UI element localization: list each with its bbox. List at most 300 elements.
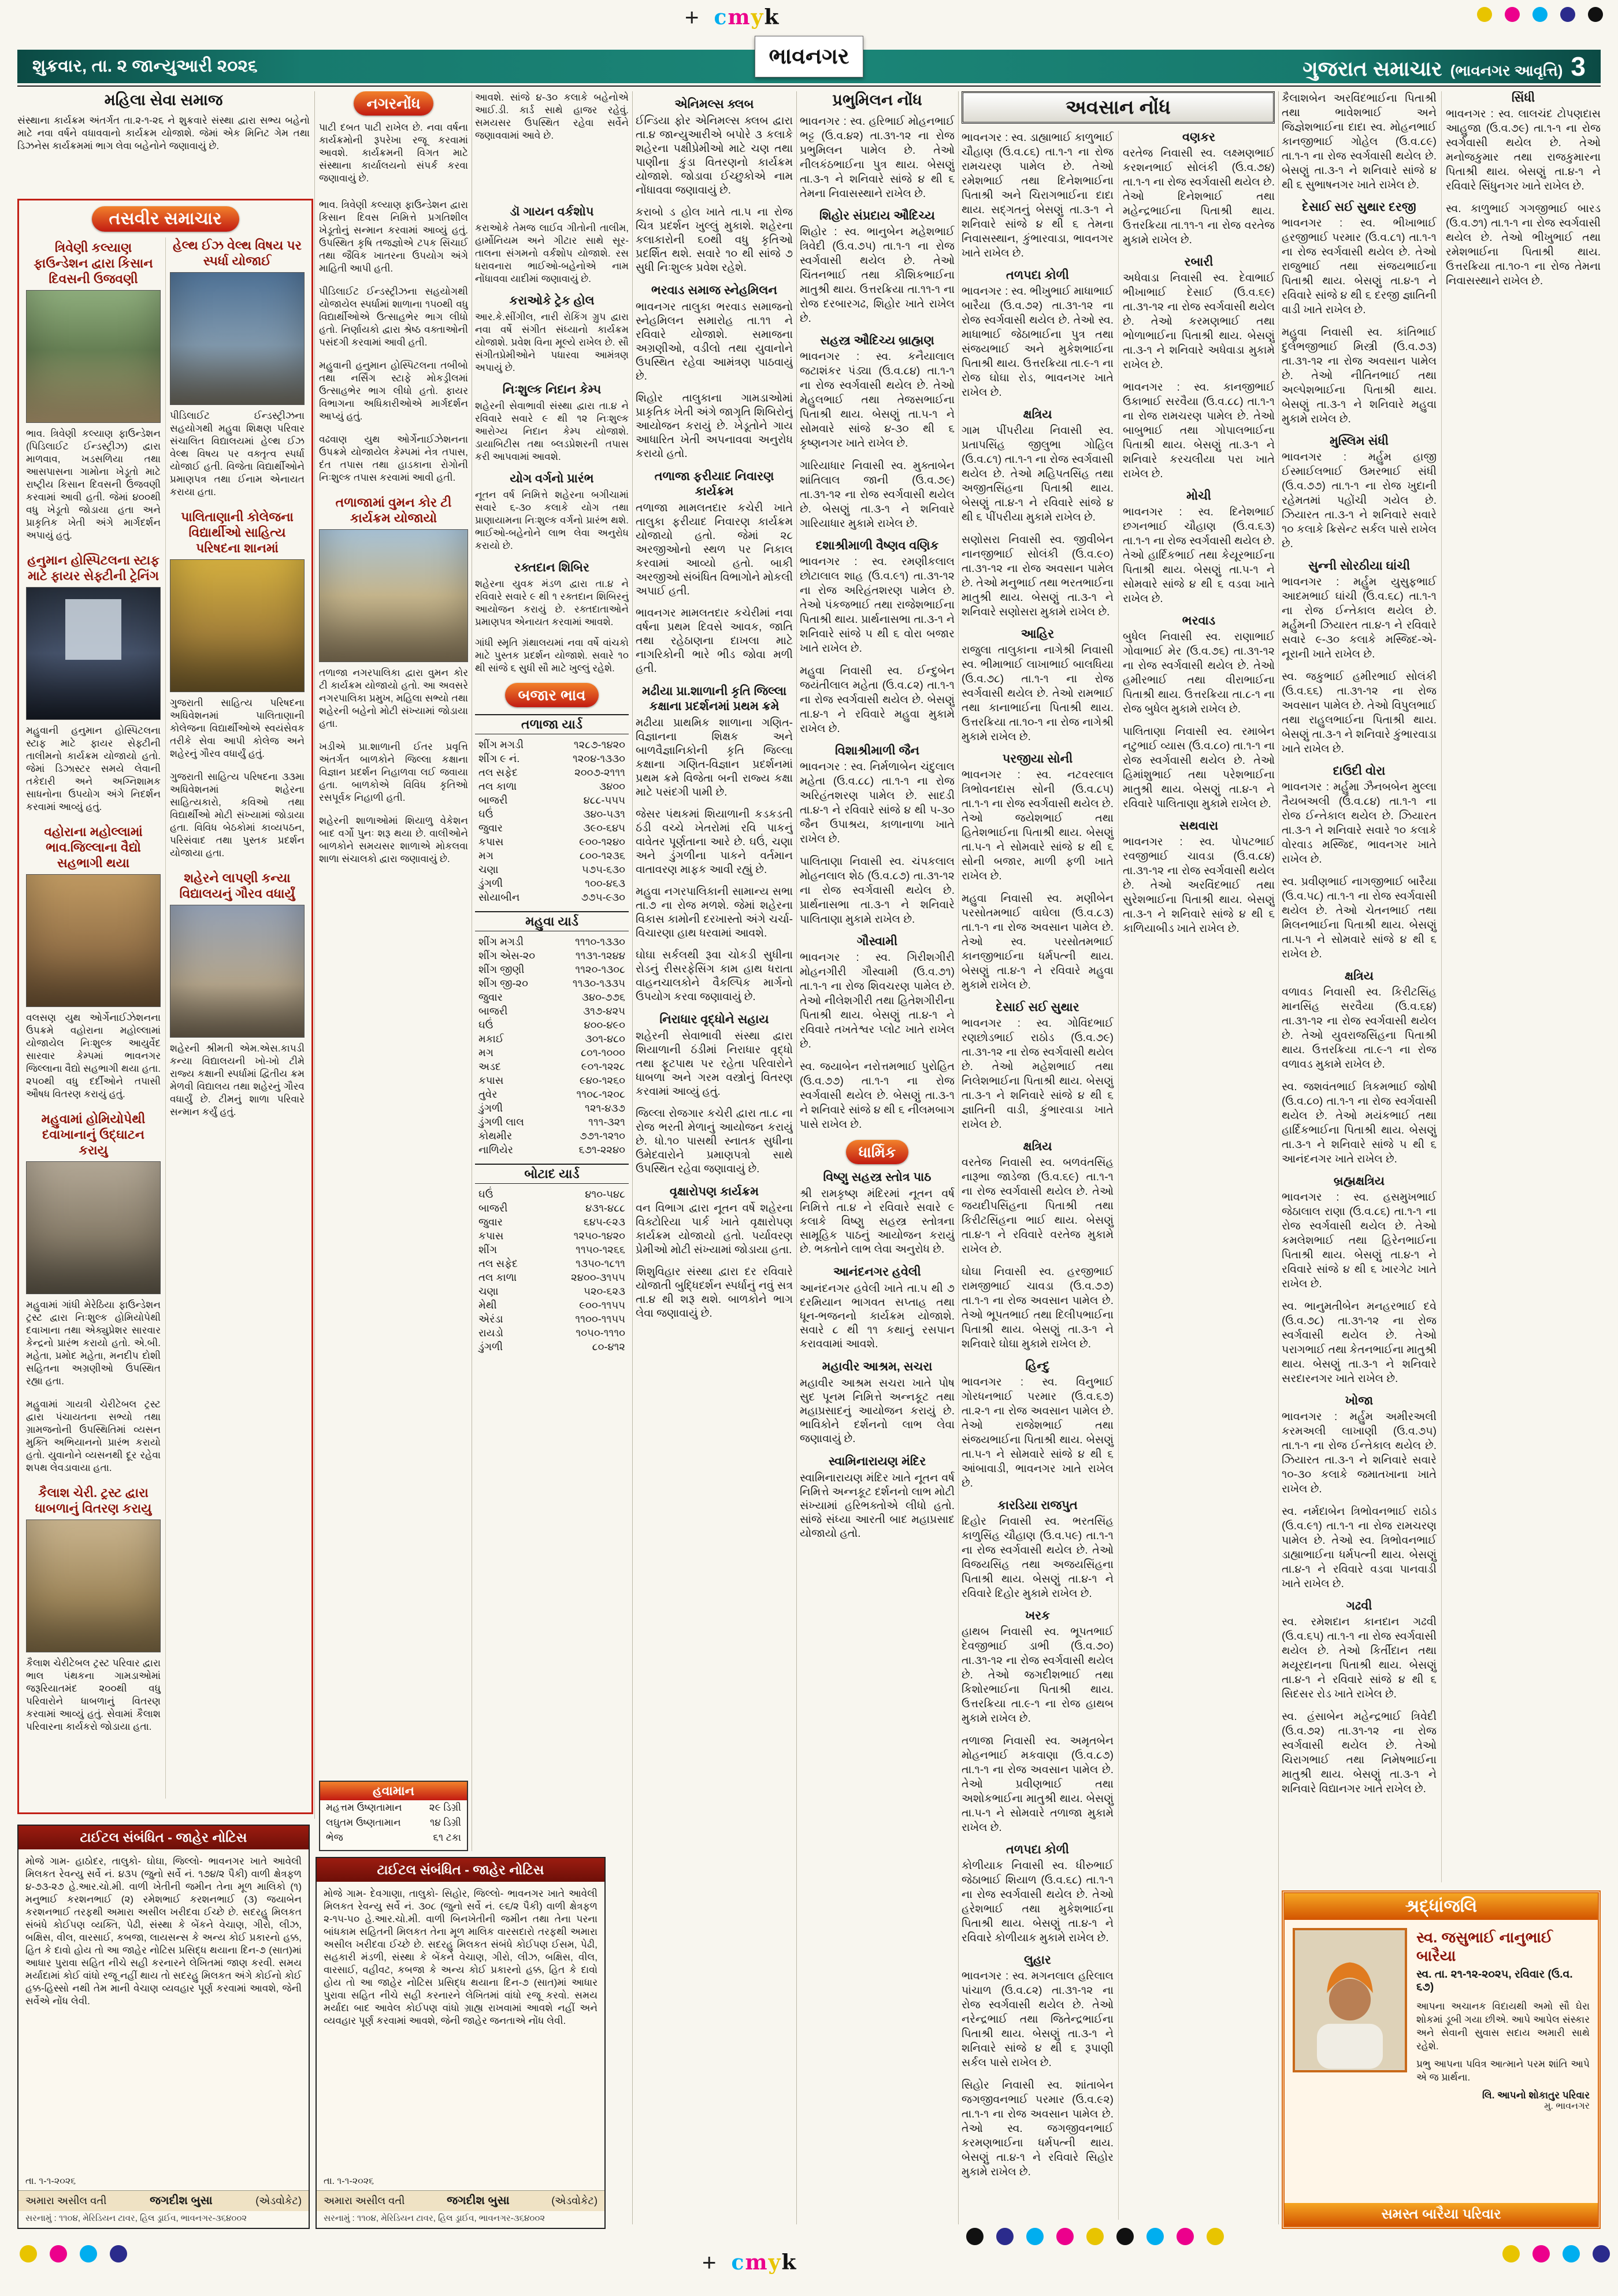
notice-body: મોજે ગામ- હાઠોદર, તાલુકો- ઘોઘા, જિલ્લો- ભાવનગર ખાતે આવેલી મિલકત રેવન્યુ સર્વે નં. ૪૩૫ (જુનો સર્વે નં. ૧૭૪/૨ પૈકી) વાળી ક્ષેત્રફળ ૪-૭૩-૨૭ હે.આર.ચો.મી. વાળી ખેતીની જમીન તેના મૂળ માલિકો (૧) મનુભાઈ કરશનભાઈ (૨) રમેશભાઈ કરશનભાઈ (૩) જયાબેન કરશનભાઈ તરફથી અમારા અસીલ ખરીદવા ઈચ્છે છે. સદરહુ મિલકત સંબંધે કોઈપણ વ્યક્તિ, પેઢી, સંસ્થા કે બેંકને વેચાણ, ગીરો, લીઝ, બક્ષિસ, વીલ, વારસાઈ, કબજા, લાયસન્સ કે અન્ય કોઈ પ્રકારનો હક્ક, હિત કે દાવો હોય તો આ જાહેર નોટિસ પ્રસિદ્ધ થયાના દિન-૭ (સાત)માં આધાર પુરાવા સહિત નીચે સહી કરનારને લેખિતમાં જાણ કરવી. સમય મર્યાદામાં કોઈ વાંધો રજૂ નહીં થાય તો સદરહુ મિલકત અંગે કોઈનો કોઈ હક્ક-હિસ્સો નથી તેમ માની વેચાણ વ્યવહાર પૂર્ણ કરવામાં આવશે, જેની સર્વેએ નોંધ લેવી. — [25, 1856, 302, 2007]
commodity-name: શીંગ મગડી — [478, 936, 524, 948]
obituary-entry — [1446, 91, 1601, 194]
entry-body: ભાવનગર : સ્વ. રમણીકલાલ છોટાલાલ શાહ (ઉ.વ.૯૧) તા.૩૧-૧૨ ના રોજ અરિહંતશરણ પામેલ છે. તેઓ પંકજભાઈ તથા રાજેશભાઈના પિતાશ્રી થાય. પ્રાર્થનાસભા તા.૩-૧ ને શનિવારે સાંજે ૫ થી ૬ વોરા બજાર ખાતે રાખેલ છે. — [800, 556, 955, 655]
color-calibration-dot — [20, 2245, 37, 2262]
commodity-name: કપાસ — [478, 1230, 504, 1242]
obituary-body: તળાજા નિવાસી સ્વ. અમૃતબેન મોહનભાઈ મકવાણા (ઉ.વ.૮૭) તા.૧-૧ ના રોજ અવસાન પામેલ છે. તેઓ પ્રવીણભાઈ તથા અશોકભાઈના માતુશ્રી થાય. બેસણું તા.૫-૧ ને સોમવારે તળાજા મુકામે રાખેલ છે. — [962, 1735, 1114, 1834]
cmyk-letter-k: k — [764, 5, 780, 29]
entry-body: ભાવનગર : સ્વ. ગિરીશગીરી મોહનગીરી ગૌસ્વામી (ઉ.વ.૭૧) તા.૧-૧ ના રોજ શિવચરણ પામેલ છે. તેઓ નીલેશગીરી તથા હિતેશગીરીના પિતાશ્રી થાય. બેસણું તા.૪-૧ ને રવિવારે તખતેશ્વર પ્લોટ ખાતે રાખેલ છે. — [800, 952, 955, 1050]
color-calibration-dot — [1086, 2228, 1104, 2245]
obituary-entry — [1282, 1710, 1437, 1796]
cmyk-strip — [732, 2250, 797, 2275]
nagarnondh-item — [475, 205, 629, 285]
brief-title: તળાજા ફરીયાદ નિવારણ કાર્યક્રમ — [654, 470, 774, 498]
market-row — [475, 1312, 629, 1326]
prabhumilan-entry — [800, 114, 955, 201]
obituary-body: રાજુલા તાલુકાના નાગેશ્રી નિવાસી સ્વ. ભીમાભાઈ લાખાભાઈ બાલધિયા (ઉ.વ.૭૮) તા.૧-૧ ના રોજ સ્વર્ગવાસી થયેલ છે. તેઓ રામભાઈ તથા કાનાભાઈના પિતાશ્રી થાય. ઉત્તરક્રિયા તા.૧૦-૧ ના રોજ નાગેશ્રી મુકામે રાખેલ છે. — [962, 644, 1114, 743]
commodity-price: ૯૦૧-૧૨૨૮ — [581, 1061, 625, 1072]
brief-body: શિહોર તાલુકાના ગામડાઓમાં પ્રાકૃતિક ખેતી અંગે જાગૃતિ શિબિરોનું આયોજન કરાયું છે. ખેડૂતોને ગાય આધારિત ખેતી અપનાવવા અનુરોધ કરાયો હતો. — [636, 392, 793, 460]
commodity-price: ૨૪૦૦-૩૧૫૫ — [571, 1272, 625, 1283]
commodity-price: ૧૧૧૦-૧૩૩૦ — [575, 936, 625, 948]
commodity-price: ૧૧૨૦-૧૩૦૮ — [575, 964, 625, 975]
nagarnondh-item — [475, 293, 629, 374]
brief-item — [636, 392, 793, 461]
community-heading: ક્ષત્રિય — [1023, 1140, 1052, 1153]
commodity-price: ૫૨૦-૬૨૩ — [584, 1286, 625, 1297]
market-row — [475, 1284, 629, 1298]
notice-title: ટાઈટલ સંબંધિત - જાહેર નોટિસ — [317, 1858, 604, 1882]
community-heading: હિન્દુ — [1025, 1359, 1050, 1373]
notice-signature-strip — [18, 2190, 309, 2211]
brief-body: ઈન્ડિયા ફોર એનિમલ્સ ક્લબ દ્વારા તા.૪ જાન્યુઆરીએ બપોરે ૩ કલાકે શહેરના પક્ષીપ્રેમીઓ માટે ચણ તથા પાણીના કુંડા વિતરણનો કાર્યક્રમ યોજાશે. જોડાવા ઈચ્છુકોએ નામ નોંધાવવા જણાવાયું છે. — [636, 115, 793, 196]
brief-item — [636, 949, 793, 1004]
prabhumilan-entry — [800, 935, 955, 1052]
dharmik-item-body: મહાવીર આશ્રમ સચરા ખાતે પોષ સુદ પૂનમ નિમિત્તે અન્નકૂટ તથા મહાપ્રસાદનું આયોજન કરાયું છે. ભાવિકોને દર્શનનો લાભ લેવા જણાવાયું છે. — [800, 1377, 955, 1445]
obituary-body: હાથબ નિવાસી સ્વ. ભૂપતભાઈ દેવજીભાઈ ડાભી (ઉ.વ.૭૦) તા.૩૧-૧૨ ના રોજ સ્વર્ગવાસી થયેલ છે. તેઓ જગદીશભાઈ તથા કિશોરભાઈના પિતાશ્રી થાય. ઉત્તરક્રિયા તા.૯-૧ ના રોજ હાથબ મુકામે રાખેલ છે. — [962, 1626, 1114, 1725]
obituary-body: ભાવનગર : સ્વ. કાનજીભાઈ ઉકાભાઈ સરવૈયા (ઉ.વ.૮૮) તા.૧-૧ ના રોજ રામચરણ પામેલ છે. તેઓ બાબુભાઈ તથા ગોપાલભાઈના પિતાશ્રી થાય. બેસણું તા.૩-૧ ને શનિવારે કરચલીયા પરા ખાતે રાખેલ છે. — [1123, 381, 1275, 480]
obituary-body: સ્વ. જશવંતભાઈ ત્રિકમભાઈ જોષી (ઉ.વ.૮૦) તા.૧-૧ ના રોજ સ્વર્ગવાસી થયેલ છે. તેઓ મયંકભાઈ તથા હાર્દિકભાઈના પિતાશ્રી થાય. બેસણું તા.૩-૧ ને શનિવારે સાંજે ૫ થી ૬ આનંદનગર ખાતે રાખેલ છે. — [1282, 1081, 1437, 1165]
notice-signer-role: (એડવોકેટ) — [255, 2195, 302, 2206]
entry-body: સ્વ. જયાબેન નરોત્તમભાઈ પુરોહિત (ઉ.વ.૭૭) તા.૧-૧ ના રોજ સ્વર્ગવાસી થયેલ છે. બેસણું તા.૩-૧ ને શનિવારે સાંજે ૪ થી ૬ નીલમબાગ પાસે રાખેલ છે. — [800, 1061, 955, 1131]
obituary-entry — [1282, 91, 1437, 192]
obituary-entry — [1282, 1299, 1437, 1386]
notice-date: તા. ૧-૧-૨૦૨૬ — [324, 2176, 374, 2186]
brief-title: ભરવાડ સમાજ સ્નેહમિલન — [651, 284, 777, 297]
obituary-section-title: અવસાન નોંધ — [962, 91, 1275, 124]
prabhumilan-title: પ્રભુમિલન નોંધ — [832, 91, 922, 109]
obituary-entry — [962, 1734, 1114, 1835]
notice-date: તા. ૧-૧-૨૦૨૬ — [25, 2176, 76, 2186]
obituary-body: ભાવનગર : સ્વ. દિનેશભાઈ છગનભાઈ ચૌહાણ (ઉ.વ.૬૩) તા.૧-૧ ના રોજ સ્વર્ગવાસી થયેલ છે. તેઓ હાર્દિકભાઈ તથા કેયૂરભાઈના પિતાશ્રી થાય. બેસણું તા.૫-૧ ને સોમવારે સાંજે ૪ થી ૬ વડવા ખાતે રાખેલ છે. — [1123, 506, 1275, 605]
story-item — [319, 199, 468, 275]
obituary-body: સિહોર નિવાસી સ્વ. શાંતાબેન જગજીવનભાઈ પરમાર (ઉ.વ.૯૨) તા.૧-૧ ના રોજ અવસાન પામેલ છે. તેઓ સ્વ. જગજીવનભાઈ કરમણભાઈના ધર્મપત્ની થાય. બેસણું તા.૪-૧ ને રવિવારે સિહોર મુકામે રાખેલ છે. — [962, 2079, 1114, 2178]
prabhumilan-entry — [800, 664, 955, 736]
photo-news-item — [26, 1111, 161, 1388]
weather-title: હવામાન — [320, 1782, 467, 1800]
obituary-entry — [1123, 614, 1275, 716]
brief-item — [636, 1107, 793, 1176]
obituary-entry — [962, 1265, 1114, 1351]
obituary-entry — [962, 627, 1114, 744]
nagarnondh-items — [475, 205, 629, 675]
tribute-ad-title: શ્રદ્ધાંજલિ — [1285, 1893, 1598, 1920]
commodity-price: ૮૦-૪૧૨ — [592, 1341, 625, 1353]
community-heading: બ્રહ્મક્ષત્રિય — [1333, 1175, 1385, 1188]
commodity-name: જુવાર — [478, 991, 503, 1003]
commodity-name: ઘઉં — [478, 1019, 493, 1031]
nagarnondh-item-body: નૂતન વર્ષ નિમિત્તે શહેરના બગીચામાં સવારે ૬-૩૦ કલાકે યોગ તથા પ્રાણાયામના નિઃશુલ્ક વર્ગનો પ્રારંભ થશે. ભાઈઓ-બહેનોને લાભ લેવા અનુરોધ કરાયો છે. — [475, 489, 629, 551]
notice-sign-label: અમારા અસીલ વતી — [324, 2195, 405, 2206]
obituary-entry — [962, 269, 1114, 400]
commodity-name: સોયાબીન — [478, 891, 520, 903]
weather-row — [320, 1815, 467, 1830]
brief-item — [636, 469, 793, 599]
dharmik-item — [800, 1359, 955, 1446]
obituary-body: ભાવનગર : સ્વ. ડાહ્યાભાઈ કાળુભાઈ ચૌહાણ (ઉ.વ.૮૬) તા.૧-૧ ના રોજ રામચરણ પામેલ છે. તેઓ રમેશભાઈ તથા દિનેશભાઈના પિતાશ્રી અને ચિરાગભાઈના દાદા થાય. સદ્ગતનું બેસણું તા.૩-૧ ને શનિવારે સાંજે ૪ થી ૬ તેમના નિવાસસ્થાન, કુંભારવાડા, ભાવનગર ખાતે રાખેલ છે. — [962, 132, 1114, 259]
market-row — [475, 949, 629, 963]
notice-signer: જગદીશ બુસા — [447, 2194, 510, 2207]
tribute-ad — [1282, 1890, 1601, 2229]
community-heading: કારડિયા રાજપુત — [997, 1499, 1078, 1512]
commodity-name: જુવાર — [478, 822, 503, 834]
prabhumilan-column — [800, 91, 955, 2229]
dharmik-item-body: આનંદનગર હવેલી ખાતે તા.૫ થી ૭ દરમિયાન ભાગવત સપ્તાહ તથા ધૂન-ભજનનો કાર્યક્રમ યોજાશે. સવારે ૮ થી ૧૧ કથાનું રસપાન કરાવવામાં આવશે. — [800, 1283, 955, 1350]
commodity-name: ડુંગળી — [478, 1341, 503, 1353]
obituary-entry — [1123, 725, 1275, 811]
obituary-body: ભાવનગર : સ્વ. નટવરલાલ ત્રિભોવનદાસ સોની (ઉ.વ.૮૫) તા.૧-૧ ના રોજ સ્વર્ગવાસી થયેલ છે. તેઓ જયેશભાઈ તથા હિતેશભાઈના પિતાશ્રી થાય. બેસણું તા.૫-૧ ને સોમવારે સાંજે ૪ થી ૬ સોની બજાર, માળી ફળી ખાતે રાખેલ છે. — [962, 769, 1114, 882]
paper-name: ગુજરાત સમાચાર — [1302, 57, 1442, 80]
market-yard-title: બોટાદ યાર્ડ — [475, 1164, 629, 1184]
entry-body: મહુવા નિવાસી સ્વ. ઈન્દુબેન જયંતીલાલ મહેતા (ઉ.વ.૮૨) તા.૧-૧ ના રોજ સ્વર્ગવાસી થયેલ છે. બેસણું તા.૪-૧ ને રવિવારે મહુવા મુકામે રાખેલ છે. — [800, 665, 955, 735]
deceased-name: સ્વ. જસુભાઈ નાનુભાઈ બારૈયા — [1416, 1929, 1553, 1964]
nagarnondh-item — [475, 560, 629, 629]
market-row — [475, 1101, 629, 1115]
market-row — [475, 779, 629, 793]
masthead-date: શુક્રવાર, તા. ૨ જાન્યુઆરી ૨૦૨૬ — [32, 57, 258, 76]
cmyk-letter-m: m — [745, 2250, 769, 2275]
market-row — [475, 1115, 629, 1129]
obituary-body: મહુવા નિવાસી સ્વ. મણીબેન પરસોતમભાઈ વાઘેલા (ઉ.વ.૮૩) તા.૧-૧ ના રોજ અવસાન પામેલ છે. તેઓ સ્વ. પરસોતમભાઈ કાનજીભાઈના ધર્મપત્ની થાય. બેસણું તા.૪-૧ ને રવિવારે મહુવા મુકામે રાખેલ છે. — [962, 893, 1114, 991]
market-row — [475, 793, 629, 807]
commodity-name: શીંગ જીણી — [478, 964, 525, 975]
notice-address: સરનામું : ૧૧૦૪, મેરિડિયન ટાવર, હિલ ડ્રાઈવ, ભાવનગર-૩૬૪૦૦૨ — [324, 2213, 545, 2223]
market-row — [475, 1129, 629, 1143]
community-heading: દેસાઈ સઈ સુથાર — [996, 1001, 1079, 1014]
commodity-name: ડુંગળી — [478, 878, 503, 889]
commodity-price: ૧૨૮૭-૧૪૨૦ — [573, 739, 625, 751]
obituary-entry — [962, 408, 1114, 525]
photo-news-headline: શહેરને લાપણી કન્યા વિદ્યાલયનું ગૌરવ વધાર્યું — [179, 871, 295, 901]
obituary-body: પાલિતાણા નિવાસી સ્વ. રમાબેન નટુભાઈ વ્યાસ (ઉ.વ.૮૦) તા.૧-૧ ના રોજ સ્વર્ગવાસી થયેલ છે. તેઓ હિમાંશુભાઈ તથા પરેશભાઈના માતુશ્રી થાય. બેસણું તા.૪-૧ ને રવિવારે પાલિતાણા મુકામે રાખેલ છે. — [1123, 726, 1275, 810]
commodity-price: ૧૨૧-૪૩૭ — [585, 1102, 625, 1114]
obituary-body: સ્વ. કાળુભાઈ ગગજીભાઈ બારડ (ઉ.વ.૭૧) તા.૧-૧ ના રોજ સ્વર્ગવાસી થયેલ છે. તેઓ ભીખુભાઈ તથા રમેશભાઈના પિતાશ્રી થાય. ઉત્તરક્રિયા તા.૧૦-૧ ના રોજ તેમના નિવાસસ્થાને રાખેલ છે. — [1446, 203, 1601, 287]
community-heading: તળપદા કોળી — [1005, 269, 1070, 282]
entry-body: ભાવનગર : સ્વ. હરિભાઈ મોહનભાઈ ભટ્ટ (ઉ.વ.૪૨) તા.૩૧-૧૨ ના રોજ પ્રભુમિલન પામેલ છે. તેઓ નીલકંઠભાઈના પુત્ર થાય. બેસણું તા.૩-૧ ને શનિવારે સાંજે ૪ થી ૬ તેમના નિવાસસ્થાને રાખેલ છે. — [800, 116, 955, 200]
brief-item — [636, 1265, 793, 1321]
obituary-body: ઘોઘા નિવાસી સ્વ. હરજીભાઈ રામજીભાઈ ચાવડા (ઉ.વ.૭૭) તા.૧-૧ ના રોજ અવસાન પામેલ છે. તેઓ ભૂપતભાઈ તથા દિલીપભાઈના પિતાશ્રી થાય. બેસણું તા.૩-૧ ને શનિવારે ઘોઘા મુકામે રાખેલ છે. — [962, 1266, 1114, 1350]
community-heading: ગૌસ્વામી — [856, 935, 898, 948]
news-photo — [26, 290, 161, 423]
story-body: પીડિલાઈટ ઈન્ડસ્ટ્રીઝના સહયોગથી યોજાયેલ સ્પર્ધામાં શાળાના ૧૫૦થી વધુ વિદ્યાર્થીઓએ ઉત્સાહભેર ભાગ લીધો હતો. નિર્ણાયકો દ્વારા શ્રેષ્ઠ વક્તાઓની પસંદગી કરવામાં આવી હતી. — [319, 286, 468, 348]
photo-news-item — [170, 509, 305, 760]
weather-rows — [320, 1800, 467, 1845]
brief-item — [636, 97, 793, 198]
commodity-price: ૩૪૦૦ — [599, 781, 625, 792]
commodity-price: ૮૦૦-૧૨૩૬ — [579, 850, 625, 861]
obituary-body: ભાવનગર : સ્વ. લાલચંદ ટોપણદાસ આહુજા (ઉ.વ.૭૯) તા.૧-૧ ના રોજ સ્વર્ગવાસી થયેલ છે. તેઓ મનોજકુમાર તથા રાજકુમારના પિતાશ્રી થાય. બેસણું તા.૪-૧ ને રવિવારે સિંધુનગર ખાતે રાખેલ છે. — [1446, 108, 1601, 192]
obituary-entry — [1282, 969, 1437, 1072]
nagarnondh-column — [475, 199, 629, 1850]
color-calibration-dot — [1207, 2228, 1224, 2245]
weather-row — [320, 1800, 467, 1815]
public-notice-1 — [17, 1825, 310, 2229]
photo-news-item — [26, 824, 161, 1101]
market-row — [475, 876, 629, 890]
community-heading: વણકર — [1182, 131, 1216, 144]
death-date: સ્વ. તા. ૨૧-૧૨-૨૦૨૫, રવિવાર (ઉ.વ. ૬૭) — [1416, 1968, 1573, 1993]
nagarnondh-item-title: યોગ વર્ગનો પ્રારંભ — [510, 472, 594, 485]
brief-body: ઘોઘા સર્કલથી રૂવા ચોકડી સુધીના રોડનું રીસરફેસિંગ કામ હાથ ધરાતા વાહનચાલકોને વૈકલ્પિક માર્ગનો ઉપયોગ કરવા જણાવાયું છે. — [636, 949, 793, 1003]
obituary-body: ભાવનગર : સ્વ. વિનુભાઈ ગોરધનભાઈ પરમાર (ઉ.વ.૬૭) તા.૨-૧ ના રોજ અવસાન પામેલ છે. તેઓ રાજેશભાઈ તથા સંજયભાઈના પિતાશ્રી થાય. બેસણું તા.૫-૧ ને સોમવારે સાંજે ૪ થી ૬ આંબાવાડી, ભાવનગર ખાતે રાખેલ છે. — [962, 1376, 1114, 1489]
obituary-body: ભાવનગર : મર્હુમા ઝૈનબબેન મુલ્લા તૈયબઅલી (ઉ.વ.૮૪) તા.૧-૧ ના રોજ ઈન્તેકાલ થયેલ છે. ઝિયારત તા.૩-૧ ને શનિવારે સવારે ૧૦ કલાકે વોરવાડ મસ્જિદ, ભાવનગર ખાતે રાખેલ છે. — [1282, 781, 1437, 865]
top-registration-mark — [685, 3, 780, 31]
story-body: તળાજા નગરપાલિકા દ્વારા વુમન કોર ટી કાર્યક્રમ યોજાયો હતો. આ અવસરે નગરપાલિકા પ્રમુખ, મહિલા સભ્યો તથા શહેરની બહેનો મોટી સંખ્યામાં જોડાયા હતા. — [319, 667, 468, 729]
market-row — [475, 1032, 629, 1046]
prabhumilan-entry — [800, 1060, 955, 1132]
mahila-body: સંસ્થાના કાર્યક્રમ અંતર્ગત તા.૨-૧-૨૬ ને શુક્રવારે સંસ્થા દ્વારા સભ્ય બહેનો માટે નવા વર્ષને વધાવવાનો કાર્યક્રમ યોજાશે. જેમાં એક મિનિટ ગેમ તથા ડિઝનેસ કાર્યક્રમમાં ભાગ લેવા બહેનોને જણાવાયું છે. — [17, 115, 310, 151]
weather-row — [320, 1830, 467, 1845]
market-yard-title: મહુવા યાર્ડ — [475, 911, 629, 931]
market-row — [475, 1018, 629, 1032]
story-item — [319, 433, 468, 484]
portrait-photo — [1293, 1928, 1407, 2072]
commodity-price: ૩૪૦-૫૩૧ — [583, 808, 625, 820]
color-calibration-dot — [1146, 2228, 1164, 2245]
commodity-name: તલ કાળા — [478, 781, 517, 792]
story-item — [319, 285, 468, 349]
obituary-entry — [1282, 434, 1437, 551]
community-heading: રબારી — [1184, 255, 1214, 269]
obituary-entry — [1123, 819, 1275, 936]
obituary-entry — [962, 1140, 1114, 1257]
notice-body: મોજે ગામ- દેવગાણા, તાલુકો- સિહોર, જિલ્લો- ભાવનગર ખાતે આવેલી મિલકત રેવન્યુ સર્વે નં. ૩૦૮ (જુનો સર્વે નં. ૯૬/૨ પૈકી) વાળી ક્ષેત્રફળ ૨-૧૫-૫૦ હે.આર.ચો.મી. વાળી બિનખેતીની જમીન તથા તેના પરના બાંધકામ સહિતની મિલકત તેના મૂળ માલિક વારસદારો તરફથી અમારા અસીલ ખરીદવા ઈચ્છે છે. સદરહુ મિલકત સંબંધે કોઈપણ ઈસમ, પેઢી, સહકારી મંડળી, સંસ્થા કે બેંકને વેચાણ, ગીરો, લીઝ, બક્ષિસ, વીલ, વારસાઈ, વહીવટ, કબજા કે અન્ય કોઈ પ્રકારનો હક્ક, હિત કે દાવો હોય તો આ જાહેર નોટિસ પ્રસિદ્ધ થયાના દિન-૭ (સાત)માં આધાર પુરાવા સહિત નીચે સહી કરનારને લેખિતમાં વાંધો રજૂ કરવો. સમય મર્યાદા બાદ આવેલ કોઈપણ વાંધો ગ્રાહ્ય રાખવામાં આવશે નહીં અને વ્યવહાર પૂર્ણ કરવામાં આવશે, જેની જાહેર જનતાએ નોંધ લેવી. — [324, 1888, 598, 2026]
photo-news-headline: હેલ્થ ઈઝ વેલ્થ વિષય પર સ્પર્ધા યોજાઈ — [172, 238, 302, 268]
market-row — [475, 1326, 629, 1340]
photo-news-item — [170, 771, 305, 860]
prabhumilan-entry — [800, 744, 955, 846]
obituary-entry — [962, 1359, 1114, 1491]
obituary-entry — [1282, 670, 1437, 756]
crosshair-icon: + — [702, 2249, 717, 2276]
tribute-line: પ્રભુ આપના પવિત્ર આત્માને પરમ શાંતિ આપે એ જ પ્રાર્થના. — [1416, 2059, 1590, 2083]
market-table-talaja — [475, 738, 629, 904]
market-row — [475, 1060, 629, 1073]
entry-body: ગારિયાધાર નિવાસી સ્વ. મુક્તાબેન શાંતિલાલ જાની (ઉ.વ.૭૯) તા.૩૧-૧૨ ના રોજ સ્વર્ગવાસી થયેલ છે. બેસણું તા.૩-૧ ને શનિવારે ગારિયાધાર મુકામે રાખેલ છે. — [800, 460, 955, 530]
commodity-name: મગ — [478, 1047, 493, 1058]
community-heading: ખોજા — [1345, 1394, 1374, 1407]
obituary-body: વળાવડ નિવાસી સ્વ. કિરીટસિંહ માનસિંહ સરવૈયા (ઉ.વ.૬૪) તા.૩૧-૧૨ ના રોજ સ્વર્ગવાસી થયેલ છે. તેઓ યુવરાજસિંહના પિતાશ્રી થાય. ઉત્તરક્રિયા તા.૯-૧ ના રોજ વળાવડ મુકામે રાખેલ છે. — [1282, 986, 1437, 1071]
community-heading: ખરક — [1025, 1609, 1050, 1622]
dharmik-items — [800, 1170, 955, 1541]
nagarnondh-label: નગરનોંધ — [354, 91, 433, 116]
commodity-price: ૪૮૮-૫૫૫ — [583, 794, 625, 806]
commodity-price: ૧૨૦૪-૧૩૩૦ — [572, 753, 625, 764]
prabhumilan-entry — [800, 539, 955, 656]
brief-body: શહેરની સેવાભાવી સંસ્થા દ્વારા શિયાળાની ઠંડીમાં નિરાધાર વૃદ્ધો તથા ફૂટપાથ પર રહેતા પરિવારોને ધાબળા અને ગરમ વસ્ત્રોનું વિતરણ કરવામાં આવ્યું હતું. — [636, 1030, 793, 1098]
commodity-name: કપાસ — [478, 1075, 504, 1086]
obituary-entry — [962, 891, 1114, 993]
commodity-name: બાજરી — [478, 1005, 508, 1017]
commodity-price: ૧૦૫૦-૧૧૧૦ — [576, 1327, 625, 1339]
obituary-body: ભાવનગર : સ્વ. હસમુખભાઈ જેઠાલાલ રાણા (ઉ.વ.૮૬) તા.૧-૧ ના રોજ સ્વર્ગવાસી થયેલ છે. તેઓ કમલેશભાઈ તથા હિરેનભાઈના પિતાશ્રી થાય. બેસણું તા.૪-૧ ને રવિવારે સાંજે ૪ થી ૬ ખારગેટ ખાતે રાખેલ છે. — [1282, 1191, 1437, 1290]
obituary-entry — [1282, 1080, 1437, 1166]
entry-body: શિહોર : સ્વ. ભાનુબેન મહેશભાઈ ત્રિવેદી (ઉ.વ.૭૫) તા.૧-૧ ના રોજ સ્વર્ગવાસી થયેલ છે. તેઓ ચિંતનભાઈ તથા કૌશિકભાઈના માતુશ્રી થાય. ઉત્તરક્રિયા તા.૧૧-૧ ના રોજ દરબારગઢ, શિહોર ખાતે રાખેલ છે. — [800, 226, 955, 325]
commodity-price: ૭૭૫-૯૩૦ — [581, 891, 625, 903]
commodity-name: રાયડો — [478, 1327, 503, 1339]
color-calibration-dot — [1056, 2228, 1074, 2245]
column-divider — [796, 91, 797, 2224]
photo-news-headline: પાલિતાણાની કોલેજના વિદ્યાર્થીઓ સાહિત્ય પરિષદના શાનમાં — [181, 510, 294, 555]
notice-signer-role: (એડવોકેટ) — [551, 2195, 598, 2206]
obituary-body: સણોસરા નિવાસી સ્વ. જીવીબેન નાનજીભાઈ સોલંકી (ઉ.વ.૯૦) તા.૩૧-૧૨ ના રોજ અવસાન પામેલ છે. તેઓ મનુભાઈ તથા ભરતભાઈના માતુશ્રી થાય. બેસણું તા.૩-૧ ને શનિવારે સણોસરા મુકામે રાખેલ છે. — [962, 534, 1114, 618]
obituary-body: ભાવનગર : સ્વ. ગોવિંદભાઈ રણછોડભાઈ રાઠોડ (ઉ.વ.૭૯) તા.૩૧-૧૨ ના રોજ સ્વર્ગવાસી થયેલ છે. તેઓ મહેશભાઈ તથા નિલેશભાઈના પિતાશ્રી થાય. બેસણું તા.૩-૧ ને શનિવારે સાંજે ૪ થી ૬ જ્ઞાતિની વાડી, કુંભારવાડા ખાતે રાખેલ છે. — [962, 1017, 1114, 1131]
brief-body: શિશુવિહાર સંસ્થા દ્વારા દર રવિવારે યોજાતી બુદ્ધિદર્શન સ્પર્ધાનું નવું સત્ર તા.૪ થી શરૂ થશે. બાળકોને ભાગ લેવા જણાવાયું છે. — [636, 1266, 793, 1320]
obituary-body: સ્વ. જકુભાઈ હમીરભાઈ સોલંકી (ઉ.વ.૬૬) તા.૩૧-૧૨ ના રોજ અવસાન પામેલ છે. તેઓ વિપુલભાઈ તથા રાહુલભાઈના પિતાશ્રી થાય. બેસણું તા.૩-૧ ને શનિવારે કુંભારવાડા ખાતે રાખેલ છે. — [1282, 671, 1437, 755]
edition-note: (ભાવનગર આવૃત્તિ) — [1450, 62, 1563, 79]
commodity-name: નાળિયેર — [478, 1144, 513, 1156]
color-calibration-dot — [1532, 7, 1548, 22]
photo-news-body: વલસણ યુથ ઓર્ગેનાઈઝેશનના ઉપક્રમે વહોરાના મહોલ્લામાં યોજાયેલ નિઃશુલ્ક આયુર્વેદ સારવાર કેમ્પમાં ભાવનગર જિલ્લાના વૈદ્યો સહભાગી થયા હતા. ૨૫૦થી વધુ દર્દીઓને તપાસી ઔષધ વિતરણ કરાયું હતું. — [26, 1012, 161, 1099]
commodity-price: ૩૧૭-૪૨૫ — [583, 1005, 625, 1017]
photo-news-body: મહુવામાં ગાયત્રી ચેરીટેબલ ટ્રસ્ટ દ્વારા પંચાયતના સભ્યો તથા ગ્રામજનોની ઉપસ્થિતિમાં વ્યસન મુક્તિ અભિયાનનો પ્રારંભ કરાયો હતો. યુવાનોને વ્યસનથી દૂર રહેવા શપથ લેવડાવાયા હતા. — [26, 1399, 161, 1473]
community-heading: મુસ્લિમ સંધી — [1329, 434, 1389, 448]
obituary-body: કોળીયાક નિવાસી સ્વ. ધીરુભાઈ જેઠાભાઈ શિયાળ (ઉ.વ.૬૮) તા.૧-૧ ના રોજ સ્વર્ગવાસી થયેલ છે. તેઓ હરેશભાઈ તથા મુકેશભાઈના પિતાશ્રી થાય. બેસણું તા.૪-૧ ને રવિવારે કોળીયાક મુકામે રાખેલ છે. — [962, 1860, 1114, 1944]
nagarnondh-item — [475, 382, 629, 463]
photo-news-body: કૈલાશ ચેરીટેબલ ટ્રસ્ટ પરિવાર દ્વારા ભાલ પંથકના ગામડાઓમાં જરૂરિયાતમંદ ૨૦૦થી વધુ પરિવારોને ધાબળાનું વિતરણ કરવામાં આવ્યું હતું. સેવામાં કૈલાશ પરિવારના કાર્યકરો જોડાયા હતા. — [26, 1658, 161, 1732]
page-number: 3 — [1571, 51, 1586, 81]
brief-item — [636, 808, 793, 877]
news-photo — [170, 905, 305, 1038]
community-heading: તળપદા કોળી — [1005, 1843, 1070, 1856]
story-body: ખડીએ પ્રા.શાળાની ઈતર પ્રવૃત્તિ અંતર્ગત બાળકોને જિલ્લા કક્ષાના વિજ્ઞાન પ્રદર્શન નિહાળવા લઈ જવાયા હતા. બાળકોએ વિવિધ કૃતિઓ રસપૂર્વક નિહાળી હતી. — [319, 741, 468, 803]
brief-title: એનિમલ્સ ક્લબ — [674, 98, 754, 111]
community-heading: ક્ષત્રિય — [1023, 408, 1052, 421]
commodity-price: ૩૪૦-૭૭૬ — [581, 991, 625, 1003]
commodity-price: ૯૦૦-૧૨૪૦ — [579, 836, 625, 848]
photo-news-headline: વહોરાના મહોલ્લામાં ભાવ.જિલ્લાના વૈદ્યો સહભાગી થયા — [44, 824, 143, 870]
market-table-botad — [475, 1187, 629, 1354]
obituary-entry — [1282, 1394, 1437, 1496]
tribute-text — [1416, 1928, 1590, 2195]
brief-body: જિલ્લા રોજગાર કચેરી દ્વારા તા.૮ ના રોજ ભરતી મેળાનું આયોજન કરાયું છે. ધો.૧૦ પાસથી સ્નાતક સુધીના ઉમેદવારોને પ્રમાણપત્રો સાથે ઉપસ્થિત રહેવા જણાવાયું છે. — [636, 1108, 793, 1175]
notice-title: ટાઈટલ સંબંધિત - જાહેર નોટિસ — [18, 1826, 309, 1849]
photo-news-section — [17, 199, 313, 1814]
crosshair-icon: + — [685, 3, 699, 31]
prabhumilan-entry — [800, 209, 955, 326]
cmyk-letter-y: y — [768, 2250, 782, 2275]
dharmik-item-title: મહાવીર આશ્રમ, સચરા — [822, 1360, 933, 1373]
color-calibration-dot — [1477, 7, 1492, 22]
color-calibration-dot — [1560, 7, 1575, 22]
market-yard-title: તળાજા યાર્ડ — [475, 714, 629, 734]
weather-value: ૧૪ ડિગ્રી — [429, 1817, 461, 1828]
obituary-body: ભાવનગર : સ્વ. પોપટભાઈ રવજીભાઈ ચાવડા (ઉ.વ.૮૪) તા.૩૧-૧૨ ના રોજ સ્વર્ગવાસી થયેલ છે. તેઓ અરવિંદભાઈ તથા સુરેશભાઈના પિતાશ્રી થાય. બેસણું તા.૩-૧ ને શનિવારે સાંજે ૪ થી ૬ કાળિયાબીડ ખાતે રાખેલ છે. — [1123, 836, 1275, 935]
obituary-entry — [962, 1499, 1114, 1601]
market-row — [475, 990, 629, 1004]
community-heading: સુન્ની સોરઠીયા ઘાંચી — [1308, 559, 1411, 573]
commodity-price: ૧૧૩૧-૧૨૪૪ — [575, 950, 625, 961]
cmyk-strip — [714, 5, 780, 29]
public-notice-2 — [316, 1857, 606, 2229]
dharmik-item-title: વિષ્ણુ સહસ્ત્ર સ્તોત્ર પાઠ — [823, 1171, 932, 1184]
commodity-name: તુવેર — [478, 1088, 498, 1100]
color-calibration-dot — [1116, 2228, 1134, 2245]
nagarnondh-item-body: કરાઓકે તેમજ લાઈવ ગીતોની તાલીમ, હાર્મોનિયમ અને ગીટાર સાથે સૂર-તાલના સંગમનો વર્કશોપ યોજાશે. રસ ધરાવનારા ભાઈઓ-બહેનોએ નામ નોંધાવવા યાદીમાં જણાવાયું છે. — [475, 222, 629, 284]
brief-title: નિરાધાર વૃદ્ધોને સહાય — [659, 1013, 769, 1026]
community-heading: સહસ્ત્ર ઔદિચ્ય બ્રાહ્મણ — [820, 334, 934, 347]
market-row — [475, 1215, 629, 1229]
photo-news-body: ગુજરાતી સાહિત્ય પરિષદના ૩૩મા અધિવેશનમાં શહેરના સાહિત્યકારો, કવિઓ તથા વિદ્યાર્થીઓ મોટી સંખ્યામાં જોડાયા હતા. વિવિધ બેઠકોમાં કાવ્યપઠન, પરિસંવાદ તથા પુસ્તક પ્રદર્શન યોજાયા હતા. — [170, 771, 305, 859]
market-rates-label: બજાર ભાવ — [505, 683, 598, 707]
obituary-columns — [962, 131, 1275, 2220]
commodity-name: બાજરી — [478, 794, 508, 806]
nagarnondh-item-body: શહેરના યુવક મંડળ દ્વારા તા.૪ ને રવિવારે સવારે ૯ થી ૧ રક્તદાન શિબિરનું આયોજન કરાયું છે. રક્તદાતાઓને પ્રમાણપત્ર એનાયત કરવામાં આવશે. — [475, 578, 629, 627]
market-row — [475, 1201, 629, 1215]
photo-news-item — [26, 1398, 161, 1474]
color-calibration-dot — [1593, 2245, 1610, 2262]
community-heading: લુહાર — [1024, 1953, 1051, 1967]
commodity-price: ૬૭૧-૨૨૪૦ — [578, 1144, 625, 1156]
commodity-name: બાજરી — [478, 1202, 508, 1214]
commodity-price: ૯૪૦-૧૨૬૦ — [580, 1075, 625, 1086]
color-calibration-dots-bottom-right — [1502, 2245, 1610, 2262]
commodity-name: મેથી — [478, 1299, 497, 1311]
obituary-body: ભાવનગર : સ્વ. ભીખાભાઈ હરજીભાઈ પરમાર (ઉ.વ.૮૧) તા.૧-૧ ના રોજ સ્વર્ગવાસી થયેલ છે. તેઓ રાજુભાઈ તથા સંજયભાઈના પિતાશ્રી થાય. બેસણું તા.૪-૧ ને રવિવારે સાંજે ૪ થી ૬ દરજી જ્ઞાતિની વાડી ખાતે રાખેલ છે. — [1282, 217, 1437, 316]
community-heading: ક્ષત્રિય — [1344, 969, 1374, 983]
color-calibration-dot — [1502, 2245, 1520, 2262]
story-body: મહુવાની હનુમાન હોસ્પિટલના તબીબો તથા નર્સિંગ સ્ટાફે મોકડ્રીલમાં ઉત્સાહભેર ભાગ લીધો હતો. ફાયર વિભાગના અધિકારીઓએ માર્ગદર્શન આપ્યું હતું. — [319, 360, 468, 422]
edition-name: ભાવનગર — [755, 36, 863, 77]
brief-title: વૃક્ષારોપણ કાર્યક્રમ — [669, 1185, 759, 1198]
commodity-name: શીંગ — [478, 1244, 498, 1255]
commodity-price: ૧૧૧-૩૨૧ — [588, 1116, 625, 1128]
commodity-name: મકાઈ — [478, 1033, 504, 1045]
obituary-entry — [1123, 380, 1275, 481]
commodity-price: ૪૦૦-૪૯૦ — [584, 1019, 625, 1031]
dharmik-item — [800, 1454, 955, 1541]
obituary-entry — [962, 533, 1114, 619]
market-row — [475, 1340, 629, 1354]
tribute-ad-content — [1285, 1920, 1598, 2203]
weather-label: મહત્તમ ઉષ્ણતામાન — [326, 1802, 402, 1813]
story-item — [319, 359, 468, 423]
community-heading: શિહોર સંપ્રદાય ઔદિચ્ય — [819, 209, 936, 222]
dharmik-item-body: શ્રી રામકૃષ્ણ મંદિરમાં નૂતન વર્ષ નિમિત્તે તા.૪ ને રવિવારે સવારે ૯ કલાકે વિષ્ણુ સહસ્ત્ર સ્તોત્રના સામૂહિક પાઠનું આયોજન કરાયું છે. ભક્તોને લાભ લેવા અનુરોધ છે. — [800, 1188, 955, 1255]
color-calibration-dot — [1588, 7, 1603, 22]
cmyk-letter-y: y — [751, 5, 765, 29]
nagarnondh-header-block — [319, 91, 468, 194]
nagarnondh-item — [475, 637, 629, 675]
obituary-entry — [962, 131, 1114, 261]
photo-news-item — [170, 870, 305, 1119]
obituary-entry — [1282, 1175, 1437, 1291]
tribute-signature: લિ. આપનો શોકાતુર પરિવાર — [1482, 2090, 1590, 2101]
commodity-name: શીંગ એસ-૨૦ — [478, 950, 536, 961]
obituary-body: દિહોર નિવાસી સ્વ. ભરતસિંહ કાળુસિંહ ચૌહાણ (ઉ.વ.૫૯) તા.૧-૧ ના રોજ સ્વર્ગવાસી થયેલ છે. તેઓ વિજયસિંહ તથા અજયસિંહના પિતાશ્રી થાય. બેસણું તા.૪-૧ ને રવિવારે દિહોર મુકામે રાખેલ છે. — [962, 1515, 1114, 1600]
community-heading: ભરવાડ — [1182, 614, 1216, 627]
commodity-price: ૪૩૧-૪૮૮ — [585, 1202, 625, 1214]
obituary-entry — [1282, 875, 1437, 961]
dharmik-item-body: સ્વામિનારાયણ મંદિર ખાતે નૂતન વર્ષ નિમિત્તે અન્નકૂટ દર્શનનો લાભ મોટી સંખ્યામાં હરિભક્તોએ લીધો હતો. સાંજે સંધ્યા આરતી બાદ મહાપ્રસાદ યોજાયો હતો. — [800, 1472, 955, 1540]
tribute-family-name: સમસ્ત બારૈયા પરિવાર — [1285, 2203, 1598, 2226]
cmyk-letter-c: c — [731, 2250, 745, 2275]
story-headline: તળાજામાં વુમન કોર ટી કાર્યક્રમ યોજાયો — [335, 495, 452, 525]
obituary-entry — [1282, 200, 1437, 317]
market-row — [475, 976, 629, 990]
obituary-body: વરતેજ નિવાસી સ્વ. બળવંતસિંહ નારૂભા જાડેજા (ઉ.વ.૬૯) તા.૧-૧ ના રોજ સ્વર્ગવાસી થયેલ છે. તેઓ જયદીપસિંહના પિતાશ્રી તથા કિરીટસિંહના ભાઈ થાય. બેસણું તા.૪-૧ ને રવિવારે વરતેજ મુકામે રાખેલ છે. — [962, 1157, 1114, 1255]
news-photo — [319, 529, 468, 662]
obituary-entry — [1123, 131, 1275, 247]
obituary-entry — [1123, 489, 1275, 606]
market-row — [475, 766, 629, 779]
weather-label: ભેજ — [326, 1832, 343, 1843]
nagarnondh-intro-2: આવશે. સાંજે ૪-૩૦ કલાકે બહેનોએ આઈ.ડી. કાર્ડ સાથે હાજર રહેવું. સમયસર ઉપસ્થિત રહેવા સર્વેને જણાવવામાં આવે છે. — [475, 92, 629, 141]
obituary-body: સ્વ. પ્રવીણભાઈ નાગજીભાઈ બારૈયા (ઉ.વ.૫૮) તા.૧-૧ ના રોજ સ્વર્ગવાસી થયેલ છે. તેઓ ચેતનભાઈ તથા મિલનભાઈના પિતાશ્રી થાય. બેસણું તા.૫-૧ ને સોમવારે સાંજે ૪ થી ૬ રાખેલ છે. — [1282, 876, 1437, 960]
cmyk-letter-c: c — [714, 5, 728, 29]
color-calibration-dots-bottom-left — [20, 2245, 127, 2262]
bottom-registration-mark — [702, 2249, 797, 2276]
photo-news-body: મહુવાની હનુમાન હોસ્પિટલના સ્ટાફ માટે ફાયર સેફ્ટીની તાલીમનો કાર્યક્રમ યોજાયો હતો. જેમાં ડિઝાસ્ટર સમયે લેવાની તકેદારી અને અગ્નિશામક સાધનોના ઉપયોગ અંગે નિદર્શન કરવામાં આવ્યું હતું. — [26, 725, 161, 812]
commodity-name: ચણા — [478, 864, 499, 875]
